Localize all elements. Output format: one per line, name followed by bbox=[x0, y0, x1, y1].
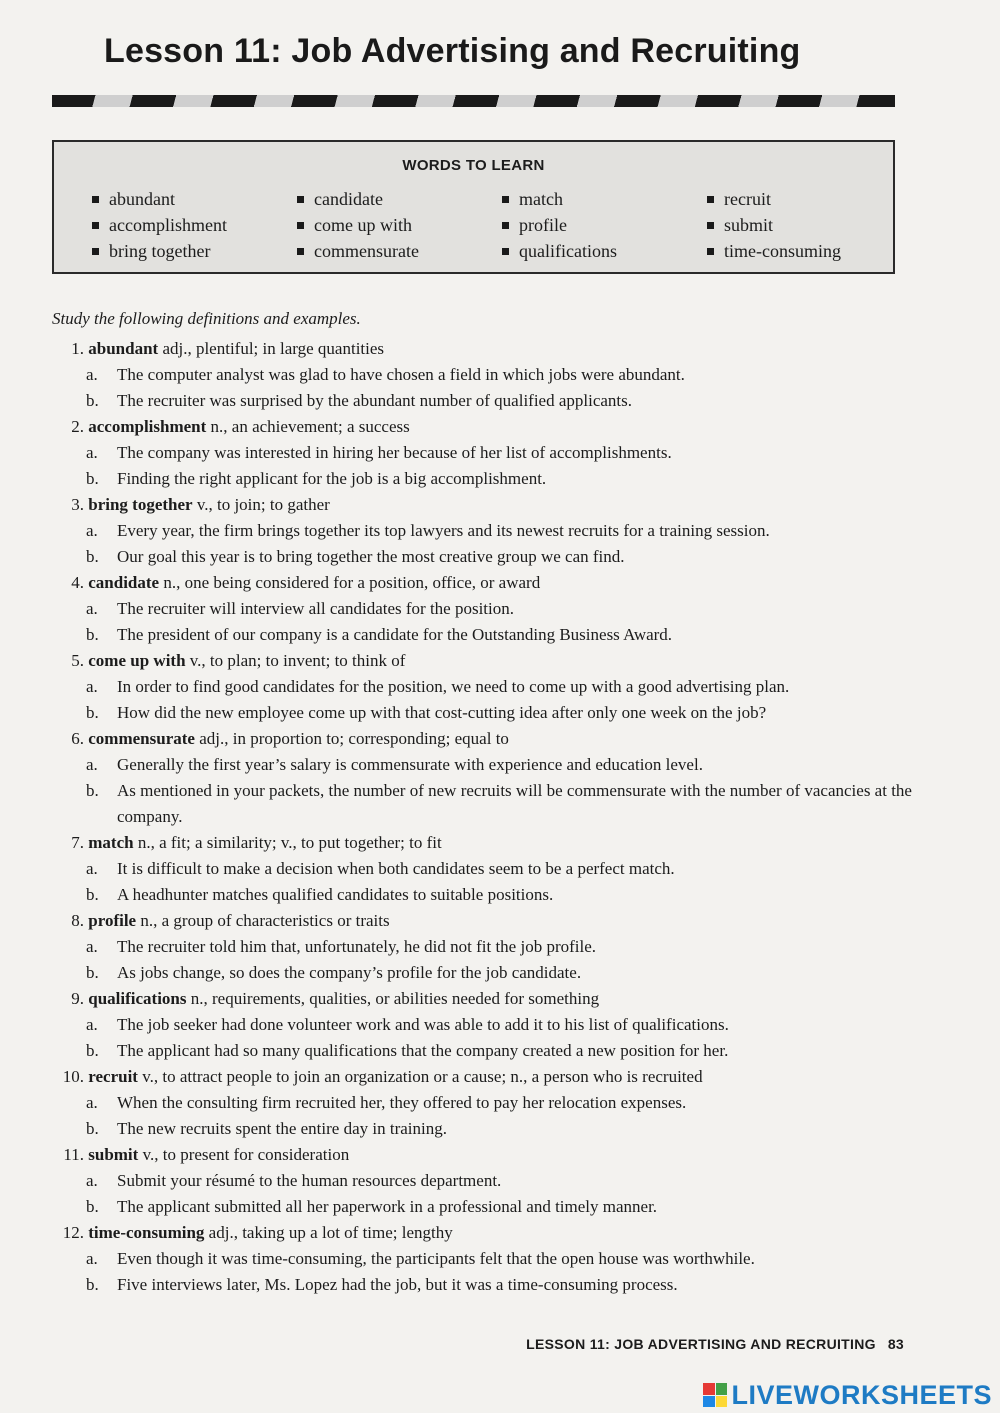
example-text: The new recruits spent the entire day in training. bbox=[117, 1119, 447, 1138]
square-bullet-icon bbox=[92, 248, 99, 255]
definition-entry bbox=[52, 492, 952, 570]
example-text: The applicant had so many qualifications that the company created a new position for her. bbox=[117, 1041, 729, 1060]
example-label: b. bbox=[86, 625, 99, 644]
example-label: b. bbox=[86, 1197, 99, 1216]
word-column bbox=[502, 186, 617, 264]
entry-definition: n., a fit; a similarity; v., to put together; to fit bbox=[133, 833, 442, 852]
entry-definition: v., to present for consideration bbox=[138, 1145, 350, 1164]
example-label: a. bbox=[86, 443, 98, 462]
square-bullet-icon bbox=[297, 248, 304, 255]
entry-definition: n., one being considered for a position, office, or award bbox=[159, 573, 541, 592]
entry-definition: v., to attract people to join an organization or a cause; n., a person who is recruited bbox=[137, 1067, 703, 1086]
definition-heading bbox=[52, 908, 952, 934]
example-text: Five interviews later, Ms. Lopez had the job, but it was a time-consuming process. bbox=[117, 1275, 678, 1294]
example-sentence bbox=[52, 440, 952, 466]
definition-heading bbox=[52, 986, 952, 1012]
word-column bbox=[297, 186, 419, 264]
square-bullet-icon bbox=[502, 222, 509, 229]
logo-text: LIVEWORKSHEETS bbox=[731, 1379, 992, 1410]
example-label: a. bbox=[86, 1015, 98, 1034]
entry-number: 2. bbox=[71, 417, 84, 436]
instructions: Study the following definitions and examples. bbox=[52, 309, 361, 328]
definition-entry bbox=[52, 1220, 952, 1298]
vocab-word: profile bbox=[502, 212, 617, 238]
definition-heading bbox=[52, 570, 952, 596]
definition-heading bbox=[52, 830, 952, 856]
example-sentence bbox=[52, 1116, 952, 1142]
vocab-word: abundant bbox=[92, 186, 227, 212]
entry-number: 5. bbox=[71, 651, 84, 670]
square-bullet-icon bbox=[92, 196, 99, 203]
entry-number: 9. bbox=[71, 989, 84, 1008]
definition-entry bbox=[52, 908, 952, 986]
example-text: Submit your résumé to the human resources department. bbox=[117, 1171, 502, 1190]
example-sentence bbox=[52, 596, 952, 622]
page-title: Lesson 11: Job Advertising and Recruiting bbox=[104, 32, 801, 70]
vocab-word: time-consuming bbox=[707, 238, 841, 264]
entry-term: candidate bbox=[88, 573, 160, 592]
entry-term: time-consuming bbox=[88, 1223, 205, 1242]
vocab-word: match bbox=[502, 186, 617, 212]
definition-heading bbox=[52, 414, 952, 440]
definition-heading bbox=[52, 726, 952, 752]
entry-definition: v., to plan; to invent; to think of bbox=[185, 651, 406, 670]
example-text: Even though it was time-consuming, the participants felt that the open house was worthwhile. bbox=[117, 1249, 755, 1268]
entry-number: 6. bbox=[71, 729, 84, 748]
square-bullet-icon bbox=[297, 196, 304, 203]
example-sentence bbox=[52, 856, 952, 882]
example-sentence bbox=[52, 622, 952, 648]
example-label: b. bbox=[86, 885, 99, 904]
example-text: Generally the first year’s salary is commensurate with experience and education level. bbox=[117, 755, 703, 774]
example-sentence bbox=[52, 752, 952, 778]
square-bullet-icon bbox=[707, 248, 714, 255]
words-to-learn-heading: WORDS TO LEARN bbox=[402, 157, 545, 174]
example-label: b. bbox=[86, 1119, 99, 1138]
example-sentence bbox=[52, 700, 952, 726]
entry-number: 1. bbox=[71, 339, 84, 358]
liveworksheets-logo[interactable] bbox=[703, 1380, 992, 1410]
entry-term: commensurate bbox=[88, 729, 195, 748]
words-to-learn-box bbox=[52, 140, 895, 274]
example-text: When the consulting firm recruited her, they offered to pay her relocation expenses. bbox=[117, 1093, 687, 1112]
example-text: The applicant submitted all her paperwork in a professional and timely manner. bbox=[117, 1197, 658, 1216]
example-sentence bbox=[52, 1038, 952, 1064]
vocab-word: bring together bbox=[92, 238, 227, 264]
entry-term: come up with bbox=[88, 651, 186, 670]
definition-heading bbox=[52, 648, 952, 674]
example-label: a. bbox=[86, 521, 98, 540]
definition-entry bbox=[52, 648, 952, 726]
footer-title: LESSON 11: JOB ADVERTISING AND RECRUITING bbox=[526, 1336, 876, 1352]
title-divider bbox=[52, 95, 895, 107]
example-label: a. bbox=[86, 677, 98, 696]
example-label: a. bbox=[86, 937, 98, 956]
square-bullet-icon bbox=[707, 222, 714, 229]
example-text: The recruiter told him that, unfortunately, he did not fit the job profile. bbox=[117, 937, 597, 956]
example-text: The company was interested in hiring her because of her list of accomplishments. bbox=[117, 443, 672, 462]
example-label: a. bbox=[86, 1249, 98, 1268]
example-text: It is difficult to make a decision when both candidates seem to be a perfect match. bbox=[117, 859, 675, 878]
example-sentence bbox=[52, 934, 952, 960]
example-text: The president of our company is a candidate for the Outstanding Business Award. bbox=[117, 625, 673, 644]
definition-heading bbox=[52, 1064, 952, 1090]
entry-number: 10. bbox=[62, 1067, 84, 1086]
definition-entry bbox=[52, 414, 952, 492]
entry-definition: adj., in proportion to; corresponding; equal to bbox=[194, 729, 509, 748]
example-text: Every year, the firm brings together its top lawyers and its newest recruits for a training session. bbox=[117, 521, 770, 540]
definition-entry bbox=[52, 336, 952, 414]
entry-term: qualifications bbox=[88, 989, 187, 1008]
example-sentence bbox=[52, 518, 952, 544]
entry-number: 4. bbox=[71, 573, 84, 592]
example-sentence bbox=[52, 882, 952, 908]
example-text: How did the new employee come up with that cost-cutting idea after only one week on the job? bbox=[117, 703, 767, 722]
vocab-word: commensurate bbox=[297, 238, 419, 264]
running-footer bbox=[526, 1336, 904, 1352]
square-bullet-icon bbox=[502, 196, 509, 203]
example-label: a. bbox=[86, 859, 98, 878]
square-bullet-icon bbox=[92, 222, 99, 229]
example-label: b. bbox=[86, 391, 99, 410]
definition-entry bbox=[52, 1142, 952, 1220]
example-label: b. bbox=[86, 1041, 99, 1060]
example-sentence bbox=[52, 960, 952, 986]
entry-definition: v., to join; to gather bbox=[192, 495, 330, 514]
example-text: Our goal this year is to bring together the most creative group we can find. bbox=[117, 547, 625, 566]
entry-number: 11. bbox=[63, 1145, 84, 1164]
vocab-word: recruit bbox=[707, 186, 841, 212]
square-bullet-icon bbox=[297, 222, 304, 229]
example-sentence bbox=[52, 362, 952, 388]
definition-heading bbox=[52, 492, 952, 518]
vocab-word: accomplishment bbox=[92, 212, 227, 238]
example-sentence bbox=[52, 1012, 952, 1038]
example-label: b. bbox=[86, 469, 99, 488]
example-label: a. bbox=[86, 365, 98, 384]
entry-definition: n., an achievement; a success bbox=[206, 417, 410, 436]
example-label: a. bbox=[86, 1171, 98, 1190]
entry-number: 12. bbox=[62, 1223, 84, 1242]
example-sentence bbox=[52, 388, 952, 414]
entry-term: accomplishment bbox=[88, 417, 207, 436]
entry-term: profile bbox=[88, 911, 137, 930]
definition-heading bbox=[52, 336, 952, 362]
definitions-list bbox=[52, 336, 952, 1298]
example-sentence bbox=[52, 1168, 952, 1194]
definition-heading bbox=[52, 1142, 952, 1168]
example-label: b. bbox=[86, 1275, 99, 1294]
entry-definition: adj., taking up a lot of time; lengthy bbox=[204, 1223, 453, 1242]
entry-definition: n., requirements, qualities, or abilities needed for something bbox=[186, 989, 600, 1008]
square-bullet-icon bbox=[707, 196, 714, 203]
example-label: b. bbox=[86, 703, 99, 722]
example-label: b. bbox=[86, 781, 99, 800]
example-label: a. bbox=[86, 599, 98, 618]
entry-term: submit bbox=[88, 1145, 139, 1164]
definition-entry bbox=[52, 986, 952, 1064]
entry-term: bring together bbox=[88, 495, 193, 514]
example-label: b. bbox=[86, 963, 99, 982]
entry-definition: adj., plentiful; in large quantities bbox=[158, 339, 385, 358]
example-text: The job seeker had done volunteer work and was able to add it to his list of qualifications. bbox=[117, 1015, 729, 1034]
example-text: The computer analyst was glad to have chosen a field in which jobs were abundant. bbox=[117, 365, 685, 384]
vocab-word: submit bbox=[707, 212, 841, 238]
example-text: In order to find good candidates for the position, we need to come up with a good advertising plan. bbox=[117, 677, 790, 696]
vocab-word: qualifications bbox=[502, 238, 617, 264]
definition-heading bbox=[52, 1220, 952, 1246]
example-text: The recruiter will interview all candidates for the position. bbox=[117, 599, 515, 618]
example-label: a. bbox=[86, 755, 98, 774]
example-sentence bbox=[52, 778, 952, 830]
example-sentence bbox=[52, 1090, 952, 1116]
example-sentence bbox=[52, 1194, 952, 1220]
vocab-word: come up with bbox=[297, 212, 419, 238]
example-sentence bbox=[52, 466, 952, 492]
logo-squares-icon bbox=[703, 1383, 727, 1407]
example-label: a. bbox=[86, 1093, 98, 1112]
example-sentence bbox=[52, 1246, 952, 1272]
entry-number: 8. bbox=[71, 911, 84, 930]
entry-term: abundant bbox=[88, 339, 159, 358]
example-text: A headhunter matches qualified candidates to suitable positions. bbox=[117, 885, 554, 904]
square-bullet-icon bbox=[502, 248, 509, 255]
definition-entry bbox=[52, 1064, 952, 1142]
entry-definition: n., a group of characteristics or traits bbox=[136, 911, 390, 930]
definition-entry bbox=[52, 830, 952, 908]
word-column bbox=[92, 186, 227, 264]
entry-number: 7. bbox=[71, 833, 84, 852]
definition-entry bbox=[52, 726, 952, 830]
word-column bbox=[707, 186, 841, 264]
example-text: As jobs change, so does the company’s profile for the job candidate. bbox=[117, 963, 582, 982]
vocab-word: candidate bbox=[297, 186, 419, 212]
example-label: b. bbox=[86, 547, 99, 566]
example-sentence bbox=[52, 674, 952, 700]
example-text: Finding the right applicant for the job is a big accomplishment. bbox=[117, 469, 547, 488]
example-text: As mentioned in your packets, the number of new recruits will be commensurate with the number of vacancies at the company. bbox=[117, 781, 912, 826]
entry-term: match bbox=[88, 833, 134, 852]
example-sentence bbox=[52, 544, 952, 570]
entry-term: recruit bbox=[88, 1067, 138, 1086]
entry-number: 3. bbox=[71, 495, 84, 514]
example-text: The recruiter was surprised by the abundant number of qualified applicants. bbox=[117, 391, 633, 410]
example-sentence bbox=[52, 1272, 952, 1298]
page-number: 83 bbox=[887, 1336, 904, 1352]
definition-entry bbox=[52, 570, 952, 648]
